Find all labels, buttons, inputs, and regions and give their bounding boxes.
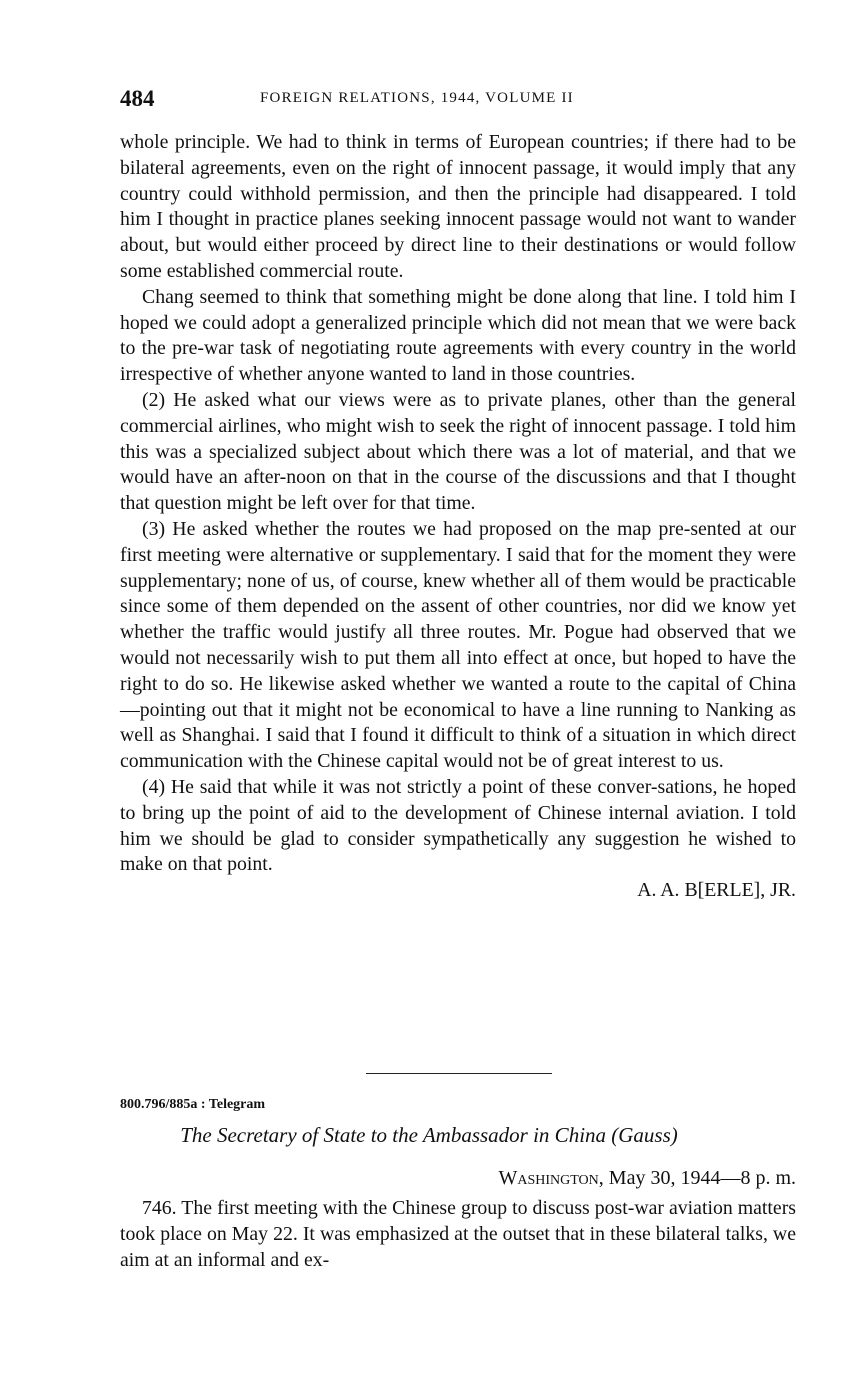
running-head-title: FOREIGN RELATIONS, 1944, VOLUME II [260, 90, 574, 106]
telegram-title: The Secretary of State to the Ambassador in China (Gauss) [180, 1123, 678, 1147]
page-number: 484 [120, 86, 155, 111]
memo-paragraph-2: Chang seemed to think that something might be done along that line. I told him I hoped we could adopt a generalized principle which did not mean that we were back to the pre-war task of negotiating route agreements with every country in the world irrespective of whether anyone wanted to land in those countries. [120, 285, 796, 386]
memo-paragraph-5: (4) He said that while it was not strictly a point of these conver-sations, he hoped to bring up the point of aid to the development of Chinese internal aviation. I told him we should be glad to consider sympathetically any suggestion he wished to make on that point. [120, 775, 796, 876]
telegram-body [120, 1196, 796, 1273]
memo-paragraph-3: (2) He asked what our views were as to private planes, other than the general commercial airlines, who might wish to seek the right of innocent passage. I told him this was a specialized subject about which there was a lot of material, and that we would have an after-noon on that in the course of the discussions and that I thought that question might be left over for that time. [120, 388, 796, 515]
dateline-place: Washington [498, 1167, 599, 1189]
dateline [120, 1167, 796, 1190]
section-divider [366, 1073, 552, 1074]
memo-signature: A. A. B[ERLE], JR. [637, 879, 796, 902]
memo-paragraph-1: whole principle. We had to think in terms of European countries; if there had to be bilateral agreements, even on the right of innocent passage, it would imply that any country could withhold permission, and then the principle had disappeared. I told him I thought in practice planes seeking innocent passage would not want to wander about, but would either proceed by direct line to their destinations or would follow some established commercial route. [120, 131, 796, 282]
telegram-paragraph-1: 746. The first meeting with the Chinese group to discuss post-war aviation matters took place on May 22. It was emphasized at the outset that in these bilateral talks, we aim at an informal and ex- [120, 1197, 796, 1271]
running-head [120, 86, 796, 116]
memo-body [120, 130, 796, 904]
dateline-date: , May 30, 1944—8 p. m. [598, 1167, 796, 1189]
memo-paragraph-4: (3) He asked whether the routes we had proposed on the map pre-sented at our first meeting were alternative or supplementary. I said that for the moment they were supplementary; none of us, of course, knew whether all of them would be practicable since some of them depended on the assent of other countries, nor did we know yet whether the traffic would justify all three routes. Mr. Pogue had observed that we would not necessarily wish to put them all into effect at once, but hoped to have the right to do so. He likewise asked whether we wanted a route to the capital of China—pointing out that it might not be economical to have a line running to Nanking as well as Shanghai. I said that I found it difficult to think of a situation in which direct communication with the Chinese capital would not be of great interest to us. [120, 517, 796, 773]
file-reference: 800.796/885a : Telegram [120, 1097, 266, 1112]
